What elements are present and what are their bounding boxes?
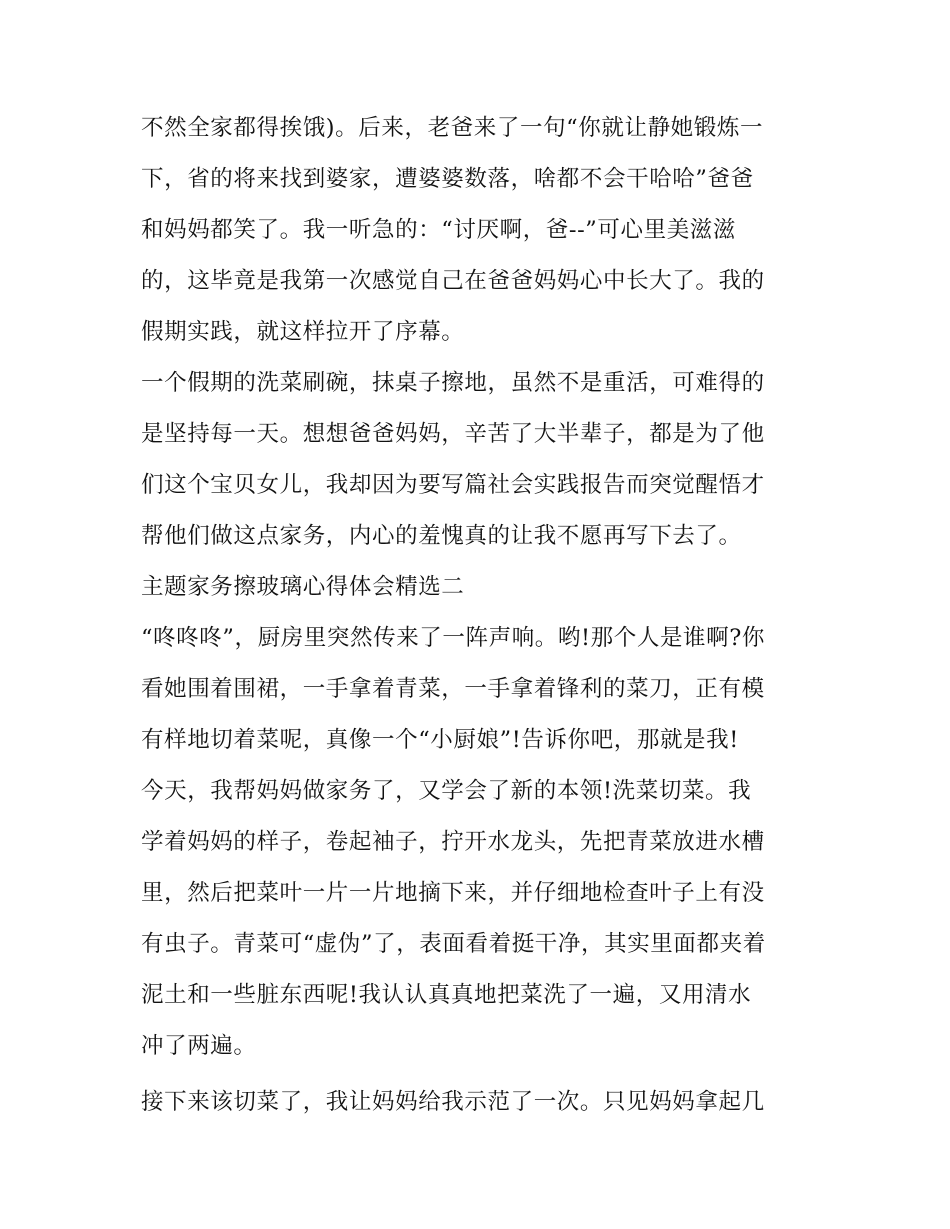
text-line: 今天，我帮妈妈做家务了，又学会了新的本领!洗菜切菜。我: [141, 778, 752, 804]
text-line: 和妈妈都笑了。我一听急的：“讨厌啊，爸--”可心里美滋滋: [141, 217, 737, 243]
text-line: 有虫子。青菜可“虚伪”了，表面看着挺干净，其实里面都夹着: [141, 931, 766, 957]
section-heading: 主题家务擦玻璃心得体会精选二: [141, 574, 465, 600]
text-line: 下，省的将来找到婆家，遭婆婆数落，啥都不会干哈哈”爸爸: [141, 166, 754, 192]
text-line: 泥土和一些脏东西呢!我认认真真地把菜洗了一遍，又用清水: [141, 982, 752, 1008]
text-line: 一个假期的洗菜刷碗，抹桌子擦地，虽然不是重活，可难得的: [141, 370, 765, 396]
text-line: 帮他们做这点家务，内心的羞愧真的让我不愿再写下去了。: [141, 523, 742, 549]
text-line: 有样地切着菜呢，真像一个“小厨娘”!告诉你吧，那就是我!: [141, 727, 739, 753]
text-line: 们这个宝贝女儿，我却因为要写篇社会实践报告而突觉醒悟才: [141, 472, 765, 498]
text-line: 冲了两遍。: [141, 1033, 257, 1059]
text-line: 是坚持每一天。想想爸爸妈妈，辛苦了大半辈子，都是为了他: [141, 421, 765, 447]
text-line: 接下来该切菜了，我让妈妈给我示范了一次。只见妈妈拿起几: [141, 1089, 765, 1115]
text-line: 假期实践，就这样拉开了序幕。: [141, 319, 465, 345]
text-line: 里，然后把菜叶一片一片地摘下来，并仔细地检查叶子上有没: [141, 880, 765, 906]
text-line: “咚咚咚”，厨房里突然传来了一阵声响。哟!那个人是谁啊?你: [141, 625, 766, 651]
text-line: 学着妈妈的样子，卷起袖子，拧开水龙头，先把青菜放进水槽: [141, 829, 765, 855]
text-line: 的，这毕竟是我第一次感觉自己在爸爸妈妈心中长大了。我的: [141, 268, 765, 294]
text-line: 不然全家都得挨饿)。后来，老爸来了一句“你就让静她锻炼一: [141, 115, 764, 141]
document-body: [141, 103, 821, 1128]
text-line: 看她围着围裙，一手拿着青菜，一手拿着锋利的菜刀，正有模: [141, 676, 765, 702]
